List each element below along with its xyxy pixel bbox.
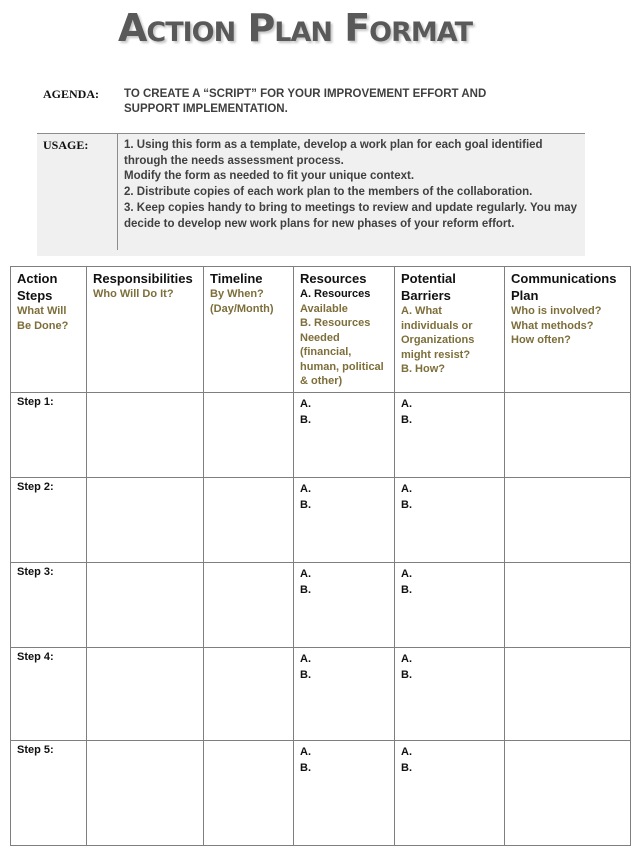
table-row (11, 740, 631, 845)
communications-cell[interactable] (505, 740, 631, 845)
timeline-cell[interactable] (204, 562, 294, 647)
resources-cell[interactable]: A. B. (294, 477, 395, 562)
header-potential-barriers: Potential Barriers A. What individuals or Organizations might resist? B. How? (395, 267, 505, 393)
header-communications-plan: Communications Plan Who is involved? What methods? How often? (505, 267, 631, 393)
communications-cell[interactable] (505, 477, 631, 562)
responsibilities-cell[interactable] (87, 740, 204, 845)
barriers-cell[interactable]: A. B. (395, 562, 505, 647)
usage-line: Modify the form as needed to fit your unique context. (124, 170, 415, 183)
header-timeline: Timeline By When? (Day/Month) (204, 267, 294, 393)
barriers-cell[interactable]: A. B. (395, 740, 505, 845)
table-row (11, 562, 631, 647)
header-row (11, 267, 631, 393)
step-label: Step 5: (11, 740, 87, 845)
usage-line: 2. Distribute copies of each work plan to the members of the collaboration. (124, 186, 533, 199)
responsibilities-cell[interactable] (87, 562, 204, 647)
communications-cell[interactable] (505, 562, 631, 647)
communications-cell[interactable] (505, 392, 631, 477)
barriers-cell[interactable]: A. B. (395, 392, 505, 477)
usage-label: USAGE: (43, 138, 89, 152)
step-label: Step 3: (11, 562, 87, 647)
timeline-cell[interactable] (204, 392, 294, 477)
resources-cell[interactable]: A. B. (294, 392, 395, 477)
responsibilities-cell[interactable] (87, 477, 204, 562)
usage-section (37, 133, 585, 256)
barriers-cell[interactable]: A. B. (395, 477, 505, 562)
responsibilities-cell[interactable] (87, 647, 204, 740)
header-resources: Resources A. Resources Available B. Resources Needed (financial, human, political & other) (294, 267, 395, 393)
action-plan-table (10, 266, 631, 846)
usage-divider (117, 134, 118, 250)
responsibilities-cell[interactable] (87, 392, 204, 477)
header-responsibilities: Responsibilities Who Will Do It? (87, 267, 204, 393)
usage-instructions (124, 138, 584, 232)
timeline-cell[interactable] (204, 740, 294, 845)
header-action-steps: Action Steps What Will Be Done? (11, 267, 87, 393)
barriers-cell[interactable]: A. B. (395, 647, 505, 740)
usage-line: 1. Using this form as a template, develop a work plan for each goal identified through the needs assessment process. (124, 139, 543, 167)
communications-cell[interactable] (505, 647, 631, 740)
resources-cell[interactable]: A. B. (294, 562, 395, 647)
step-label: Step 4: (11, 647, 87, 740)
agenda-text: TO CREATE A “SCRIPT” FOR YOUR IMPROVEMENT EFFORT AND SUPPORT IMPLEMENTATION. (124, 88, 487, 115)
table-row (11, 392, 631, 477)
timeline-cell[interactable] (204, 477, 294, 562)
step-label: Step 1: (11, 392, 87, 477)
step-label: Step 2: (11, 477, 87, 562)
table-row (11, 477, 631, 562)
usage-line: 3. Keep copies handy to bring to meetings to review and update regularly. You may decide to develop new work plans for new phases of your reform effort. (124, 201, 578, 230)
table-row (11, 647, 631, 740)
resources-cell[interactable]: A. B. (294, 740, 395, 845)
agenda-label: AGENDA: (43, 87, 99, 101)
timeline-cell[interactable] (204, 647, 294, 740)
resources-cell[interactable]: A. B. (294, 647, 395, 740)
page-title: Action Plan Format (117, 6, 473, 50)
